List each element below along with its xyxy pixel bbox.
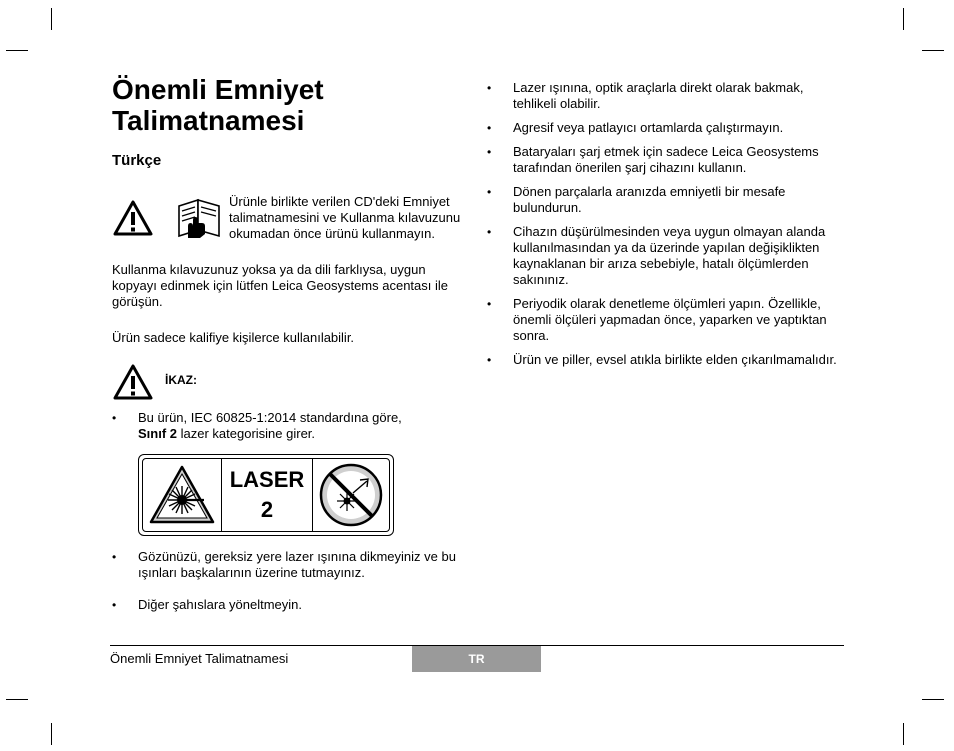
list-item: • Lazer ışınına, optik araçlarla direkt olarak bakmak, tehlikeli olabilir. xyxy=(487,80,843,112)
list-item: • Bataryaları şarj etmek için sadece Leica Geosystems tarafından önerilen şarj cihazını kullanın. xyxy=(487,144,843,176)
laser-text-cell xyxy=(221,459,312,531)
bullet-text: lazer kategorisine girer. xyxy=(177,426,316,441)
list-item: • Ürün ve piller, evsel atıkla birlikte elden çıkarılmamalıdır. xyxy=(487,352,843,368)
crop-mark xyxy=(903,723,904,745)
crop-mark xyxy=(6,50,28,51)
footer-title: Önemli Emniyet Talimatnamesi xyxy=(110,651,289,666)
right-bullet-list xyxy=(487,80,843,368)
no-direct-view-icon xyxy=(317,461,385,529)
list-item: • Diğer şahıslara yöneltmeyin. xyxy=(112,597,468,613)
list-item: • Cihazın düşürülmesinden veya uygun olmayan alanda kullanılmasından ya da üzerinde yapılan değişiklikten kaynaklanan bir arıza sebebiyle, hatalı ölçümlerden sakınınız. xyxy=(487,224,843,288)
laser-hazard-cell xyxy=(143,459,221,531)
laser-word: LASER xyxy=(229,467,305,492)
cd-note: Ürünle birlikte verilen CD'deki Emniyet talimatnamesini ve Kullanma kılavuzunu okumadan önce ürünü kullanmayın. xyxy=(229,194,461,241)
warning-triangle-icon xyxy=(112,363,154,401)
laser-class: Sınıf 2 xyxy=(138,426,178,441)
crop-mark xyxy=(51,723,52,745)
manual-note: Kullanma kılavuzunuz yoksa ya da dili farklıysa, uygun kopyayı edinmek için lütfen Leica Geosystems acentası ile görüşün. xyxy=(112,262,449,309)
left-bullet-list xyxy=(112,549,468,613)
crop-mark xyxy=(51,8,52,30)
warning-list xyxy=(112,410,468,442)
warning-label: İKAZ: xyxy=(165,373,197,387)
language-tab: TR xyxy=(412,646,541,672)
warning-triangle-icon xyxy=(112,199,154,237)
list-item: • Gözünüzü, gereksiz yere lazer ışınına dikmeyiniz ve bu ışınları başkalarının üzerine tutmayınız. xyxy=(112,549,468,581)
page-title: Önemli Emniyet Talimatnamesi xyxy=(112,74,324,136)
crop-mark xyxy=(6,699,28,700)
language-heading: Türkçe xyxy=(112,152,162,169)
crop-mark xyxy=(903,8,904,30)
list-item: • Periyodik olarak denetleme ölçümleri yapın. Özellikle, önemli ölçüleri yapmadan önce, yaparken ve yaptıktan sonra. xyxy=(487,296,843,344)
laser-hazard-icon xyxy=(148,464,216,526)
list-item: • Dönen parçalarla aranızda emniyetli bir mesafe bulundurun. xyxy=(487,184,843,216)
laser-class-number: 2 xyxy=(260,497,274,522)
crop-mark xyxy=(922,50,944,51)
bullet-text: Bu ürün, IEC 60825-1:2014 standardına göre, xyxy=(138,410,402,425)
list-item xyxy=(112,410,468,442)
crop-mark xyxy=(922,699,944,700)
qualified-note: Ürün sadece kalifiye kişilerce kullanılabilir. xyxy=(112,330,355,345)
read-manual-icon xyxy=(176,196,222,240)
no-view-cell xyxy=(312,459,389,531)
laser-class-label xyxy=(138,454,394,536)
list-item: • Agresif veya patlayıcı ortamlarda çalıştırmayın. xyxy=(487,120,843,136)
